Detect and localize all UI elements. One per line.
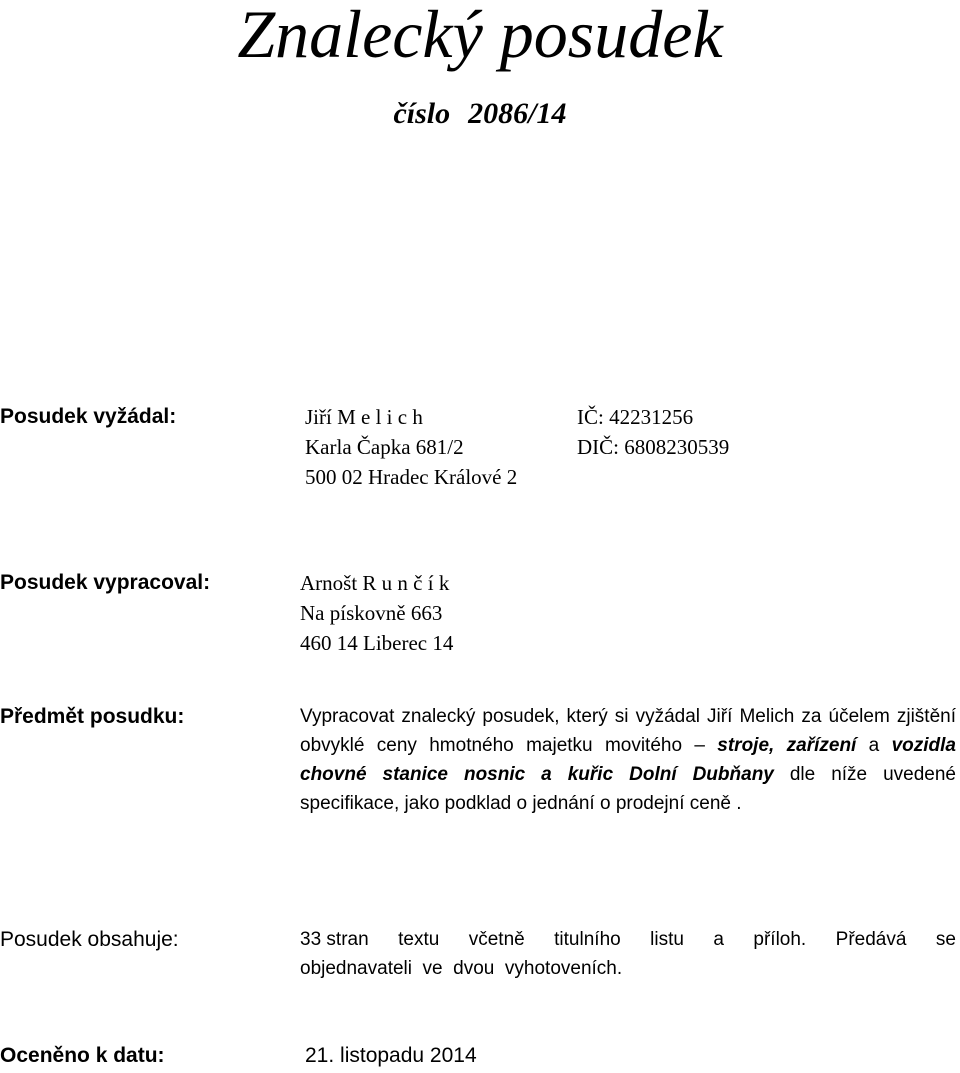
valuation-date: 21. listopadu 2014 xyxy=(305,1044,477,1067)
contents-word: příloh. xyxy=(753,929,807,950)
prepared-by-address xyxy=(300,568,453,658)
contents-label: Posudek obsahuje: xyxy=(0,928,179,951)
document-title: Znalecký posudek xyxy=(237,0,723,72)
requester-ids xyxy=(577,402,729,462)
requester-street: Karla Čapka 681/2 xyxy=(305,435,464,459)
author-city: 460 14 Liberec 14 xyxy=(300,631,454,655)
contents-word: listu xyxy=(650,929,684,950)
subject-text-part-2: a xyxy=(856,735,892,756)
document-number xyxy=(0,96,960,132)
requester-dic: DIČ: 6808230539 xyxy=(577,435,730,459)
contents-word: Předává xyxy=(835,929,907,950)
subject-text xyxy=(300,702,956,818)
requester-city: 500 02 Hradec Králové 2 xyxy=(305,465,518,489)
number-label: číslo xyxy=(393,97,451,130)
requester-name: Jiří M e l i c h xyxy=(305,405,423,429)
subject-text-bold-2: vozidla chovné stanice nosnic a kuřic Dolní Dubňany xyxy=(300,735,956,785)
requested-by-address xyxy=(305,402,517,492)
contents-word: 33 stran xyxy=(300,929,369,950)
valuation-label: Oceněno k datu: xyxy=(0,1044,165,1067)
subject-text-part-3: dle níže uvedené specifikace, jako podklad o jednání o prodejní ceně . xyxy=(300,764,956,814)
subject-text-part-1: Vypracovat znalecký posudek, který si vyžádal Jiří Melich za účelem zjištění obvyklé ceny hmotného majetku movitého – xyxy=(300,706,956,756)
author-name: Arnošt R u n č í k xyxy=(300,571,450,595)
contents-line-2: objednavateli ve dvou vyhotoveních. xyxy=(300,958,623,979)
contents-text xyxy=(300,925,956,983)
prepared-by-label: Posudek vypracoval: xyxy=(0,571,211,594)
contents-line-1 xyxy=(300,925,956,954)
requester-ic: IČ: 42231256 xyxy=(577,405,694,429)
subject-label: Předmět posudku: xyxy=(0,705,185,728)
contents-word: včetně xyxy=(468,929,525,950)
author-street: Na pískovně 663 xyxy=(300,601,443,625)
contents-word: a xyxy=(713,929,724,950)
contents-word: textu xyxy=(398,929,440,950)
number-value: 2086/14 xyxy=(468,97,567,130)
contents-word: titulního xyxy=(554,929,621,950)
contents-word: se xyxy=(935,929,956,950)
requested-by-label: Posudek vyžádal: xyxy=(0,405,177,428)
subject-text-bold-1: stroje, zařízení xyxy=(717,735,857,756)
